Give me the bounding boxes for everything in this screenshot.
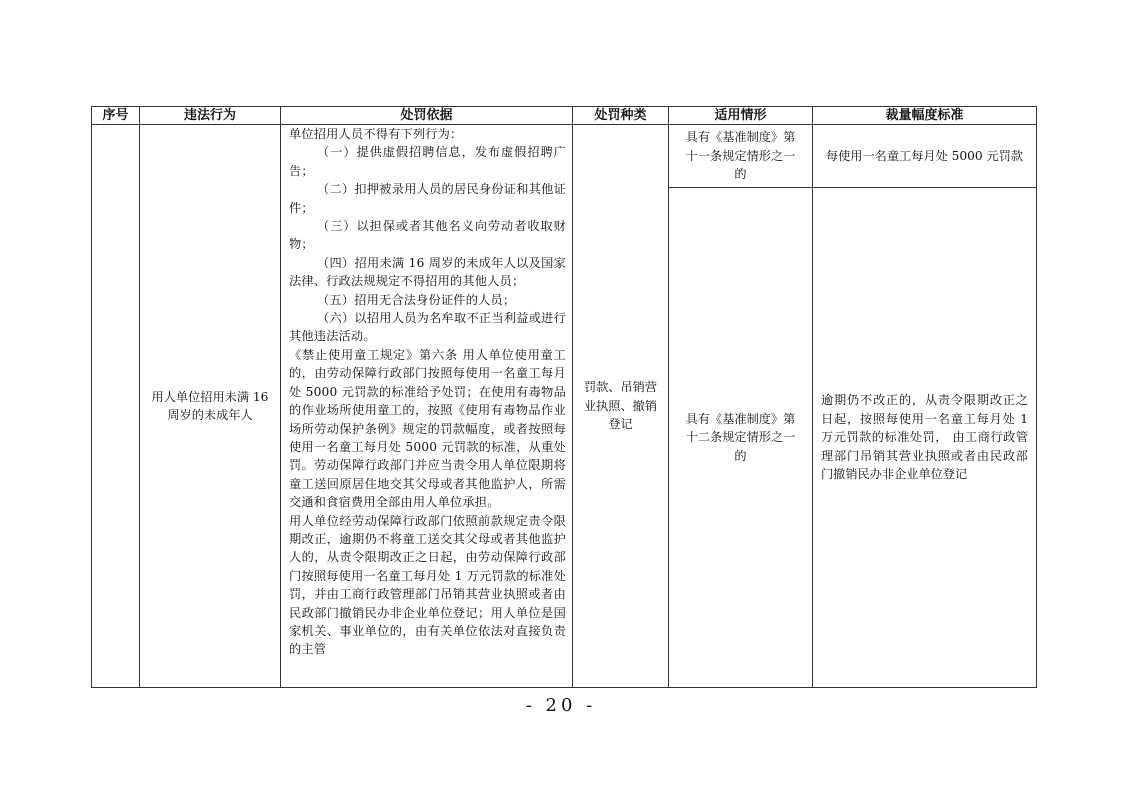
basis-paragraph: （六）以招用人员为名牟取不正当利益或进行其他违法活动。 — [289, 311, 566, 344]
basis-paragraph: （二）扣押被录用人员的居民身份证和其他证件； — [289, 182, 566, 215]
table-row — [92, 125, 1037, 188]
violation-cell: 用人单位招用未满 16 周岁的未成年人 — [140, 125, 281, 688]
standard-cell-1: 每使用一名童工每月处 5000 元罚款 — [813, 125, 1037, 188]
row-index-cell — [92, 125, 140, 688]
header-situation: 适用情形 — [669, 107, 813, 125]
basis-cell — [281, 125, 573, 688]
situation-cell-2: 具有《基准制度》第十二条规定情形之一的 — [669, 188, 813, 688]
basis-paragraph: 《禁止使用童工规定》第六条 用人单位使用童工的，由劳动保障行政部门按照每使用一名童工每月处 5000 元罚款的标准给予处罚；在使用有毒物品的作业场所使用童工的，按照《使用有毒物品作业场所劳动保护条例》规定的罚款幅度，或者按照每使用一名童工每月处 5000 元罚款的标准，从重处罚。劳动保障行政部门并应当责令用人单位限期将童工送回原居住地交其父母或者其他监护人，所需交通和食宿费用全部由用人单位承担。 — [289, 347, 566, 510]
header-index: 序号 — [92, 107, 140, 125]
basis-paragraph: 用人单位经劳动保障行政部门依照前款规定责令限期改正，逾期仍不将童工送交其父母或者其他监护人的，从责令限期改正之日起，由劳动保障行政部门按照每使用一名童工每月处 1 万元罚款的标准处罚，并由工商行政管理部门吊销其营业执照或者由民政部门撤销民办非企业单位登记；用人单位是国家机关、事业单位的，由有关单位依法对直接负责的主管 — [289, 513, 566, 657]
penalty-standard-table — [91, 106, 1037, 688]
penalty-type-cell: 罚款、吊销营业执照、撤销登记 — [573, 125, 669, 688]
header-standard: 裁量幅度标准 — [813, 107, 1037, 125]
table-header-row — [92, 107, 1037, 125]
header-basis: 处罚依据 — [281, 107, 573, 125]
basis-paragraph: （四）招用未满 16 周岁的未成年人以及国家法律、行政法规规定不得招用的其他人员； — [289, 255, 566, 289]
standard-cell-2: 逾期仍不改正的，从责令限期改正之日起，按照每使用一名童工每月处 1 万元罚款的标准处罚， 由工商行政管理部门吊销其营业执照或者由民政部门撤销民办非企业单位登记 — [813, 188, 1037, 688]
basis-paragraph: （五）招用无合法身份证件的人员； — [317, 292, 516, 307]
situation-cell-1: 具有《基准制度》第十一条规定情形之一的 — [669, 125, 813, 188]
header-violation: 违法行为 — [140, 107, 281, 125]
page-number: - 20 - — [525, 695, 597, 716]
header-penalty-type: 处罚种类 — [573, 107, 669, 125]
basis-paragraph: （一）提供虚假招聘信息，发布虚假招聘广告； — [289, 145, 566, 178]
basis-paragraph: 单位招用人员不得有下列行为： — [289, 127, 463, 141]
basis-paragraph: （三）以担保或者其他名义向劳动者收取财物； — [289, 219, 566, 252]
